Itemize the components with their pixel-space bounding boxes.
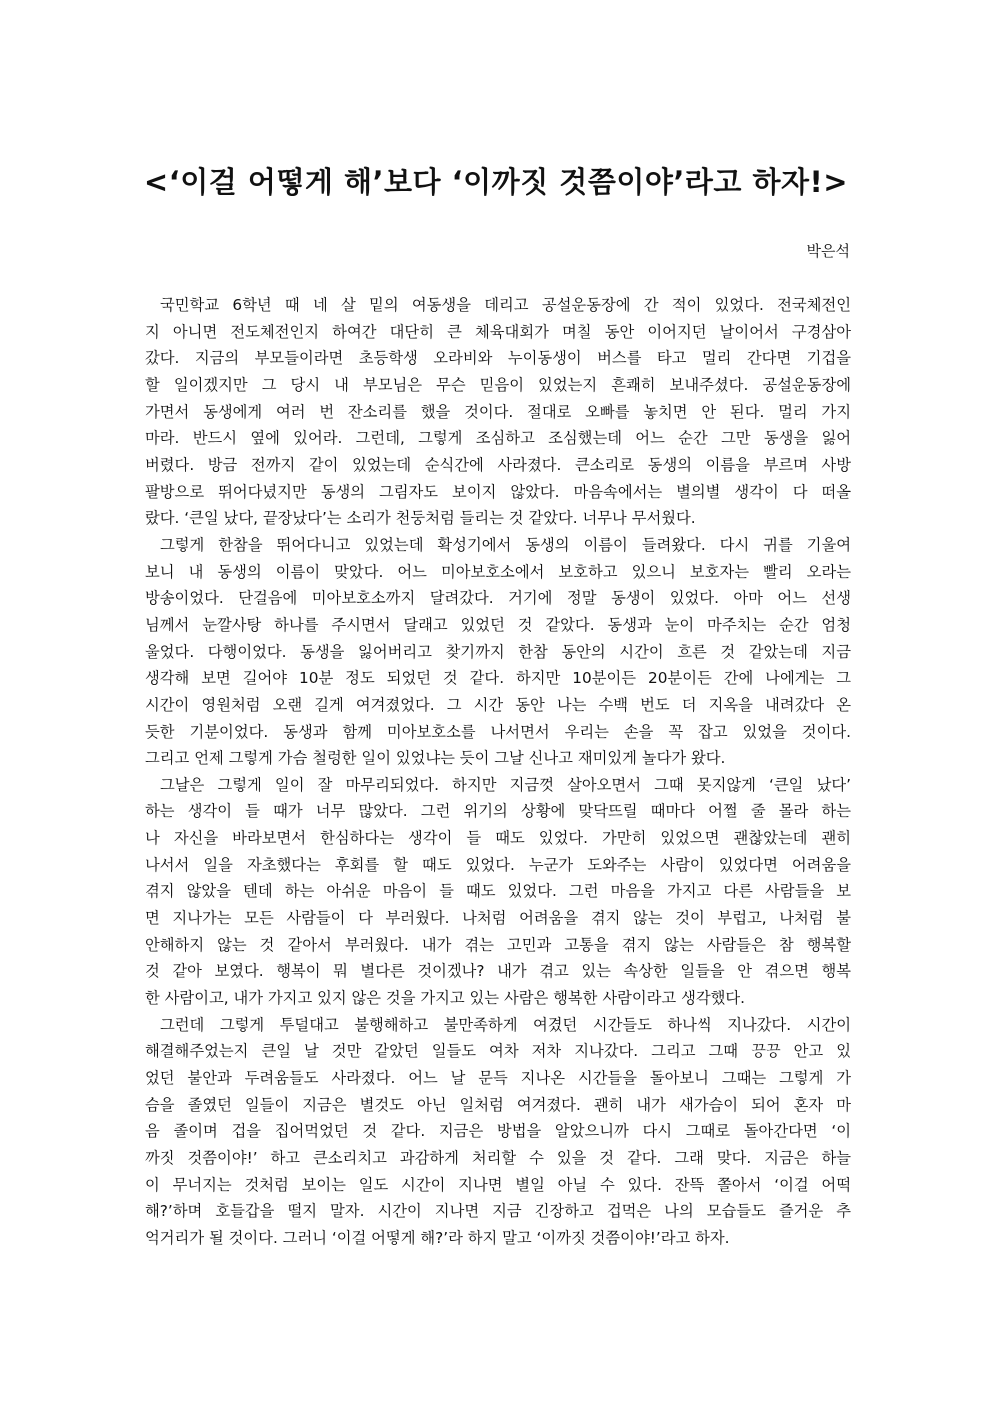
text-line: 한 사람이고, 내가 가지고 있지 않은 것을 가지고 있는 사람은 행복한 사람이라고 생각했다.	[145, 989, 746, 1008]
text-line: 울었다. 다행이었다. 동생을 잃어버리고 찾기까지 한참 동안의 시간이 흐른 것 같았는데 지금	[145, 642, 851, 661]
text-line: 방송이었다. 단걸음에 미아보호소까지 달려갔다. 거기에 정말 동생이 있었다. 아마 어느 선생	[145, 589, 851, 608]
text-line: 까짓 것쯤이야!’ 하고 큰소리치고 과감하게 처리할 수 있을 것 같다. 그래 맞다. 지금은 하늘	[145, 1149, 851, 1167]
text-line: 버렸다. 방금 전까지 같이 있었는데 순식간에 사라졌다. 큰소리로 동생의 이름을 부르며 사방	[145, 455, 851, 474]
text-line: 그리고 언제 그렇게 가슴 철렁한 일이 있었냐는 듯이 그날 신나고 재미있게 놀다가 왔다.	[145, 749, 726, 768]
text-line: 안해하지 않는 것 같아서 부러웠다. 내가 겪는 고민과 고통을 겪지 않는 사람들은 참 행복할	[145, 935, 851, 954]
document-body	[145, 292, 851, 1252]
text-line: 생각해 보면 길어야 10분 정도 되었던 것 같다. 하지만 10분이든 20분이든 간에 나에게는 그	[145, 669, 851, 688]
text-line: 님께서 눈깔사탕 하나를 주시면서 달래고 있었던 것 같았다. 동생과 눈이 마주치는 순간 엄청	[145, 615, 851, 634]
text-line: 음 졸이며 겁을 집어먹었던 것 같다. 지금은 방법을 알았으니까 다시 그때로 돌아간다면 ‘이	[145, 1122, 851, 1141]
text-line: 나서서 일을 자초했다는 후회를 할 때도 있었다. 누군가 도와주는 사람이 있었다면 어려움을	[145, 855, 851, 874]
text-line: 그런데 그렇게 투덜대고 불행해하고 불만족하게 여겼던 시간들도 하나씩 지나갔다. 시간이	[160, 1015, 851, 1034]
paragraph	[145, 772, 851, 1012]
text-line: 랐다. ‘큰일 났다, 끝장났다’는 소리가 천둥처럼 들리는 것 같았다. 너무나 무서웠다.	[145, 509, 696, 528]
text-line: 이 무너지는 것처럼 보이는 일도 시간이 지나면 별일 아닐 수 있다. 잔뜩 쫄아서 ‘이걸 어떡	[145, 1175, 851, 1194]
text-line: 나 자신을 바라보면서 한심하다는 생각이 들 때도 있었다. 가만히 있었으면 괜찮았는데 괜히	[145, 829, 851, 848]
text-line: 마라. 반드시 옆에 있어라. 그런데, 그렇게 조심하고 조심했는데 어느 순간 그만 동생을 잃어	[145, 429, 851, 448]
text-line: 팔방으로 뛰어다녔지만 동생의 그림자도 보이지 않았다. 마음속에서는 별의별 생각이 다 떠올	[145, 482, 851, 501]
text-line: 국민학교 6학년 때 네 살 밑의 여동생을 데리고 공설운동장에 간 적이 있었다. 전국체전인	[160, 296, 851, 314]
text-line: 해?’하며 호들갑을 떨지 말자. 시간이 지나면 지금 긴장하고 겁먹은 나의 모습들도 즐거운 추	[145, 1202, 851, 1221]
author-name: 박은석	[806, 242, 850, 260]
text-line: 해결해주었는지 큰일 날 것만 같았던 일들도 여차 저차 지나갔다. 그리고 그때 끙끙 안고 있	[145, 1042, 851, 1061]
text-line: 그렇게 한참을 뛰어다니고 있었는데 확성기에서 동생의 이름이 들려왔다. 다시 귀를 기울여	[160, 535, 851, 554]
text-line: 었던 불안과 두려움들도 사라졌다. 어느 날 문득 지나온 시간들을 돌아보니 그때는 그렇게 가	[145, 1069, 851, 1088]
text-line: 할 일이겠지만 그 당시 내 부모님은 무슨 믿음이 있었는지 흔쾌히 보내주셨다. 공설운동장에	[145, 375, 851, 394]
text-line: 가면서 동생에게 여러 번 잔소리를 했을 것이다. 절대로 오빠를 놓치면 안 된다. 멀리 가지	[145, 402, 851, 421]
paragraph	[145, 1012, 851, 1252]
text-line: 슴을 졸였던 일들이 지금은 별것도 아닌 일처럼 여겨졌다. 괜히 내가 새가슴이 되어 혼자 마	[145, 1095, 851, 1114]
text-line: 듯한 기분이었다. 동생과 함께 미아보호소를 나서면서 우리는 손을 꼭 잡고 있었을 것이다.	[145, 722, 851, 741]
text-line: 것 같아 보였다. 행복이 뭐 별다른 것이겠나? 내가 겪고 있는 속상한 일들을 안 겪으면 행복	[145, 962, 851, 981]
paragraph	[145, 292, 851, 532]
text-line: 억거리가 될 것이다. 그러니 ‘이걸 어떻게 해?’라 하지 말고 ‘이까짓 것쯤이야!’라고 하자.	[145, 1228, 730, 1247]
paragraph	[145, 532, 851, 772]
text-line: 갔다. 지금의 부모들이라면 초등학생 오라비와 누이동생이 버스를 타고 멀리 간다면 기겁을	[145, 349, 851, 368]
text-line: 그날은 그렇게 일이 잘 마무리되었다. 하지만 지금껏 살아오면서 그때 못지않게 ‘큰일 났다’	[160, 775, 851, 794]
text-line: 보니 내 동생의 이름이 맞았다. 어느 미아보호소에서 보호하고 있으니 보호자는 빨리 오라는	[145, 562, 851, 581]
text-line: 면 지나가는 모든 사람들이 다 부러웠다. 나처럼 어려움을 겪지 않는 것이 부럽고, 나처럼 불	[145, 909, 851, 928]
text-line: 겪지 않았을 텐데 하는 아쉬운 마음이 들 때도 있었다. 그런 마음을 가지고 다른 사람들을 보	[145, 882, 851, 901]
document-title: <‘이걸 어떻게 해’보다 ‘이까짓 것쯤이야’라고 하자!>	[143, 165, 849, 199]
text-line: 하는 생각이 들 때가 너무 많았다. 그런 위기의 상황에 맞닥뜨릴 때마다 어쩔 줄 몰라 하는	[145, 802, 851, 821]
text-line: 지 아니면 전도체전인지 하여간 대단히 큰 체육대회가 며칠 동안 이어지던 날이어서 구경삼아	[145, 322, 851, 341]
text-line: 시간이 영원처럼 오랜 길게 여겨졌었다. 그 시간 동안 나는 수백 번도 더 지옥을 내려갔다 온	[145, 695, 851, 714]
